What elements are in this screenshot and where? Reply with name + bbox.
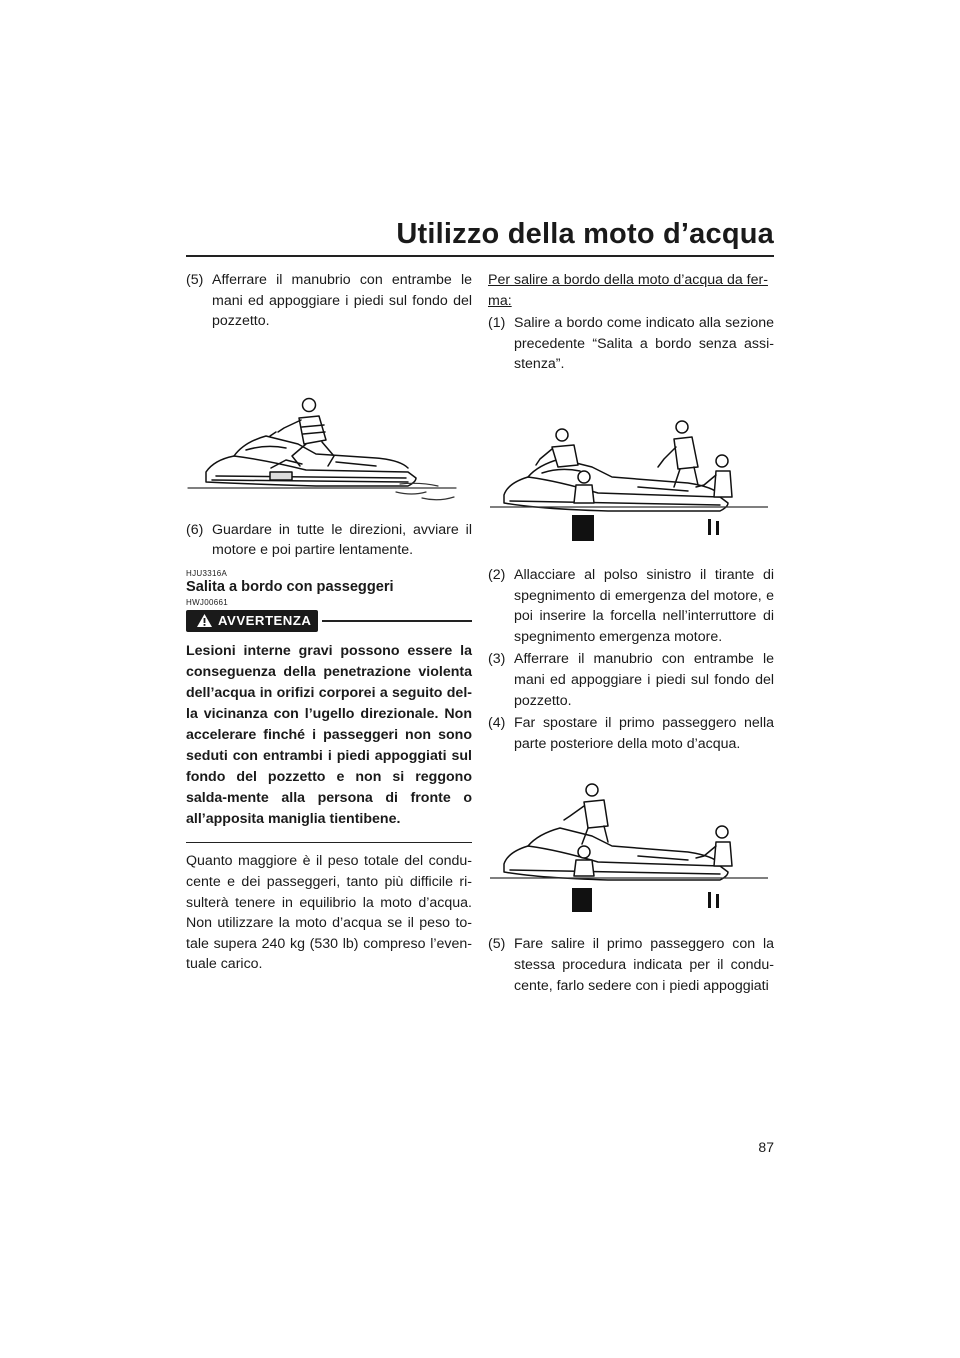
section-code: HJU3316A [186, 568, 228, 578]
step-number: (5) [186, 272, 204, 288]
boarding-illustration-2 [488, 754, 774, 934]
step-item [488, 713, 774, 754]
jetski-rider-drawing [186, 332, 472, 520]
step-text: Fare salire il primo passeggero con la stessa procedura indicata per il condu-cente, farlo sedere con i piedi appoggiati [514, 936, 774, 994]
step-number: (5) [488, 936, 506, 953]
left-column [186, 270, 472, 975]
warning-triangle-icon [196, 613, 213, 628]
step-item [488, 313, 774, 375]
step-item [186, 520, 472, 561]
step-text: Salire a bordo come indicato alla sezione precedente “Salita a bordo senza assi-stenza”. [514, 315, 774, 373]
boarding-illustration-1 [488, 375, 774, 565]
step-number: (3) [488, 651, 506, 668]
jetski-rider-illustration [186, 332, 472, 520]
warning-top-rule [322, 620, 472, 622]
step-text: Guardare in tutte le direzioni, avviare il motore e poi partire lentamente. [212, 521, 472, 559]
step-item [186, 270, 472, 332]
warning-header [186, 609, 472, 633]
step-number: (1) [488, 315, 506, 332]
step-text: Far spostare il primo passeggero nella parte posteriore della moto d’acqua. [514, 715, 774, 752]
step-item [488, 649, 774, 711]
right-column [488, 270, 774, 996]
warning-badge [186, 610, 318, 632]
section-heading: Salita a bordo con passeggeri [186, 578, 394, 595]
warning-text: Lesioni interne gravi possono essere la conseguenza della penetrazione violenta dell’acqua in orifizi corporei a seguito del-la vicinanza con l’ugello direzionale. Non accelerare finché i passeggeri non sono seduti con entrambi i piedi appoggiati sul fondo del pozzetto e non si reggono salda-mente alla persona di fronte o all’apposita maniglia tientibene. [186, 642, 472, 827]
page-number: 87 [758, 1139, 774, 1155]
step-text: Afferrare il manubrio con entrambe le mani ed appoggiare i piedi sul fondo del pozzetto. [514, 651, 774, 709]
boarding-drawing-1 [488, 375, 774, 565]
step-item [488, 565, 774, 647]
step-text: Allacciare al polso sinistro il tirante di spegnimento di emergenza del motore, e poi inserire la forcella nell’interruttore di spegnimento emergenza motore. [514, 566, 774, 645]
step-text: Afferrare il manubrio con entrambe le mani ed appoggiare i piedi sul fondo del pozzetto. [212, 272, 472, 330]
header-rule [186, 255, 774, 257]
step-number: (2) [488, 566, 506, 583]
step-number: (4) [488, 715, 506, 732]
warning-bottom-rule [186, 842, 472, 844]
step-item [488, 934, 774, 996]
boarding-drawing-2 [488, 754, 774, 934]
body-paragraph: Quanto maggiore è il peso totale del condu-cente e dei passeggeri, tanto più difficile ri-sulterà tenere in equilibrio la moto d’acqua. Non utilizzare la moto d’acqua se il peso to-tale supera 240 kg (530 lb) compreso l’even-tuale carico. [186, 853, 472, 973]
subsection-title: Per salire a bordo della moto d’acqua da fer-ma: [488, 272, 768, 309]
step-number: (6) [186, 521, 204, 538]
warning-code: HWJ00661 [186, 597, 228, 607]
warning-label: AVVERTENZA [218, 612, 312, 628]
page-title: Utilizzo della moto d’acqua [396, 218, 774, 250]
